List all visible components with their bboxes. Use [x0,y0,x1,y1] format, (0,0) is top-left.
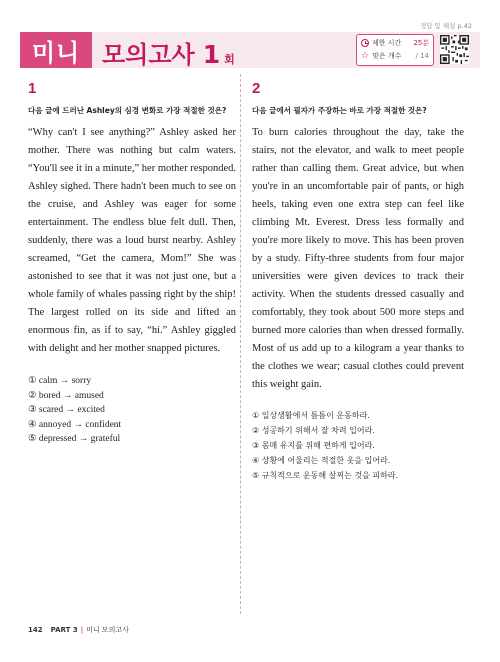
score-row [361,50,429,62]
answer-choice[interactable]: ④ annoyed → confident [28,419,122,430]
answer-choice[interactable]: ② bored → amused [28,390,104,401]
time-limit-value: 25분 [413,39,429,47]
title-number: 1 [202,40,221,69]
question-1 [28,80,236,447]
info-box [356,34,434,66]
title-tag: 미니 [20,32,92,68]
qr-code-icon[interactable] [440,35,469,64]
question-number: 1 [28,80,37,97]
question-passage: To burn calories throughout the day, take the stairs, not the elevator, and walk to meet people rather than calling them. Great advice, but when you're in an uncomfortable pair of pants, or high heels, taking even one extra step can feel like climbing Mt. Everest. Dress less formally and you're more likely to move. This has been proven by a study. Fifty-three students from four major universities were given devices to track their activity. When the students dressed casually and comfortably, they took about 500 more steps and burned more calories than when dressed formally. Most of us add up to a kilogram a year thanks to the clothes we wear; casual clothes could prevent this weight gain. [252,127,464,390]
page-number: 142 [28,626,43,634]
answer-choice[interactable]: ⑤ 규칙적으로 운동해 살찌는 것을 피하라. [252,471,399,480]
answer-choice[interactable]: ④ 상황에 어울리는 적절한 옷을 입어라. [252,456,391,465]
question-2 [252,80,464,483]
page-title [102,35,235,69]
footer-section: 미니 모의고사 [86,626,129,634]
score-label: 맞은 개수 [372,52,402,60]
answer-reference: 정답 및 해설 p.42 [419,22,472,30]
answer-choice[interactable]: ③ scared → excited [28,405,105,415]
title-number-suffix: 회 [224,53,235,66]
answer-choices [252,408,464,483]
clock-icon [361,39,369,47]
footer-separator: | [80,626,84,634]
star-icon: ☆ [361,51,370,61]
column-divider [240,74,241,614]
title-bar [20,32,480,68]
question-prompt: 다음 글에 드러난 Ashley의 심경 변화로 가장 적절한 것은? [28,106,227,115]
footer-part: PART 3 [50,626,78,634]
answer-choice[interactable]: ② 성공하기 위해서 잘 차려 입어라. [252,426,375,435]
question-passage: “Why can't I see anything?” Ashley asked her mother. There was nothing but calm waters. “You'll see it in a minute,” her mother responded. Ashley sighed. There hadn't been much to see on the cruise, and Ashley was eager for some entertainment. The endless blue felt dull. Then, suddenly, there was a loud burst nearby. Ashley screamed, “Get the camera, Mom!” She was astonished to see that it was not just one, but a whole family of whales passing right by the ship! The largest rolled on its side and lifted an enormous fin, as if to say, “hi.” Ashley giggled with delight and her mother snapped pictures. [28,127,236,354]
answer-choice[interactable]: ① 일상생활에서 틈틈이 운동하라. [252,411,370,420]
time-limit-row [361,37,429,49]
score-value: / 14 [415,52,429,60]
answer-choice[interactable]: ③ 몸매 유지를 위해 편하게 입어라. [252,441,375,450]
time-limit-label: 제한 시간 [372,39,402,47]
page-footer [28,625,129,635]
question-number: 2 [252,80,261,97]
answer-choices [28,374,236,447]
title-text: 모의고사 [102,41,195,69]
answer-choice[interactable]: ⑤ depressed → grateful [28,434,121,444]
answer-choice[interactable]: ① calm → sorry [28,376,92,386]
question-prompt: 다음 글에서 필자가 주장하는 바로 가장 적절한 것은? [252,106,427,115]
